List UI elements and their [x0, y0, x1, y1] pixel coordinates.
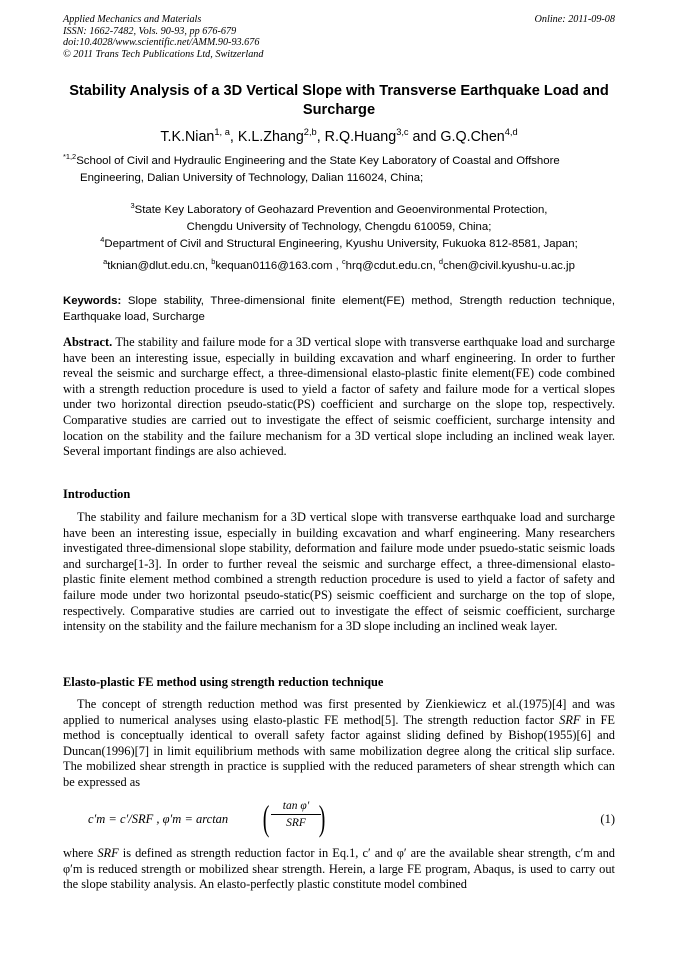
- keywords: [63, 293, 615, 325]
- author-sup: 1, a: [214, 127, 230, 138]
- author-name: G.Q.Chen: [440, 129, 505, 145]
- fraction-numerator: tan φ′: [271, 800, 321, 815]
- affiliation-2: [63, 202, 615, 235]
- online-date: Online: 2011-09-08: [534, 14, 615, 25]
- paragraph-text: The concept of strength reduction method was first presented by Zienkiewicz et al.(1975)[4] and was applied to numerical analyses using elasto-plastic FE method[5]. The strength reduction factor: [63, 697, 615, 727]
- equation-1: [88, 800, 615, 844]
- affiliation-1: [63, 153, 615, 186]
- fraction-denominator: SRF: [286, 817, 306, 829]
- affiliation-sup: 4: [100, 235, 105, 245]
- affiliation-sup: 3: [130, 201, 135, 211]
- method-paragraph-2: [63, 846, 615, 893]
- author-name: T.K.Nian: [160, 129, 215, 145]
- email-link[interactable]: hrq@cdut.edu.cn,: [345, 260, 439, 272]
- author-list: [63, 128, 615, 146]
- equation-fraction: [271, 800, 321, 829]
- paragraph-text: is defined as strength reduction factor in Eq.1, c′ and φ′ are the available shear strength, c′m and φ′m is reduced strength or mobilized shear strength. Herein, a large FE program, Abaqus, is used to carry out the slope stability analysis. An elasto-perfectly plastic constitute model combined: [63, 846, 615, 892]
- email-link[interactable]: tknian@dlut.edu.cn,: [107, 260, 212, 272]
- right-paren: ): [318, 798, 326, 838]
- affiliation-text: Department of Civil and Structural Engineering, Kyushu University, Fukuoka 812-8581, Japan;: [104, 238, 578, 250]
- abstract-text: The stability and failure mode for a 3D vertical slope with transverse earthquake load and surcharge have been an interesting issue, especially in building excavation and wharf engineering. In order to further reveal the seismic and surcharge effect, a three-dimensional elasto-plastic finite element(FE) code combined with a strength reduction procedure is used to yield a factor of safety and failure mode for a vertical slopes under two horizontal direction pseudo-static(PS) coefficient and surcharge on the slope top, respectively. Comparative studies are carried out to investigate the effect of seismic coefficient, surcharge intensity and location on the stability and the failure mechanism for a 3D vertical slope including an inclined weak layer. Several important findings are also achieved.: [63, 335, 615, 459]
- email-sup: d: [438, 257, 444, 267]
- introduction-paragraph: The stability and failure mechanism for a 3D vertical slope with transverse earthquake load and surcharge have been an interesting issue, especially in building excavation and wharf engineering. Many researchers investigated three-dimensional slope stability, deformation and failure mode under psuedo-static seismic loads and surcharge[1-3]. In order to further reveal the seismic and surcharge effect, a three-dimensional elasto-plastic finite element method combined a strength reduction procedure is used to yield a factor of safety and failure mode under two horizontal pseudo-static(PS) seismic coefficient and surcharge on the top of slope, respectively. Comparative studies are carried out to investigate the effect of seismic coefficient, surcharge intensity on the stability and the failure mechanism for a 3D slope including an inclined weak layer.: [63, 510, 615, 634]
- section-heading-introduction: Introduction: [63, 487, 131, 501]
- author-separator: ,: [229, 129, 238, 145]
- affiliation-sup: *1,2: [63, 152, 77, 162]
- equation-number: (1): [600, 812, 615, 826]
- author-separator: and: [408, 129, 441, 145]
- paper-title: Stability Analysis of a 3D Vertical Slope with Transverse Earthquake Load and Surcharge: [69, 83, 609, 118]
- affiliation-text: State Key Laboratory of Geohazard Prevention and Geoenvironmental Protection,: [134, 204, 548, 216]
- section-heading-method: Elasto-plastic FE method using strength reduction technique: [63, 675, 384, 689]
- affiliation-text: Chengdu University of Technology, Chengdu 610059, China;: [186, 220, 492, 233]
- abstract: [63, 335, 615, 460]
- email-link[interactable]: kequan0116@163.com ,: [215, 260, 342, 272]
- paragraph-text: where: [63, 846, 98, 860]
- author-separator: ,: [316, 129, 325, 145]
- srf-symbol: SRF: [97, 846, 119, 860]
- email-sup: b: [211, 257, 216, 267]
- author-sup: 3,c: [396, 127, 409, 138]
- equation-lhs: c′m = c′/SRF , φ′m = arctan: [88, 812, 229, 826]
- left-paren: (: [262, 798, 270, 838]
- author-sup: 4,d: [504, 127, 518, 138]
- journal-name: Applied Mechanics and Materials: [63, 14, 202, 25]
- keywords-label: Keywords:: [63, 295, 122, 307]
- affiliation-text: Engineering, Dalian University of Technology, Dalian 116024, China;: [80, 171, 424, 184]
- email-sup: c: [341, 257, 346, 267]
- paragraph-text: in FE method is conceptually identical to overall safety factor against sliding defined by Bishop(1955)[6] and Duncan(1996)[7] in limit equilibrium methods with same mobilization degree along the critical slip surface. The mobilized shear strength in practice is supplied with the reduced parameters of shear strength which can be expressed as: [63, 712, 615, 789]
- email-sup: a: [103, 257, 108, 267]
- issn-line: ISSN: 1662-7482, Vols. 90-93, pp 676-679: [63, 25, 237, 37]
- affiliation-text: School of Civil and Hydraulic Engineering and the State Key Laboratory of Coastal and Offshore: [76, 155, 560, 167]
- method-paragraph-1: [63, 697, 615, 791]
- author-name: K.L.Zhang: [237, 129, 304, 145]
- copyright-line: © 2011 Trans Tech Publications Ltd, Switzerland: [63, 48, 264, 60]
- keywords-text: Slope stability, Three-dimensional finite element(FE) method, Strength reduction technique, Earthquake load, Surcharge: [63, 295, 615, 324]
- email-link[interactable]: chen@civil.kyushu-u.ac.jp: [443, 260, 575, 272]
- abstract-label: Abstract.: [63, 335, 113, 349]
- author-sup: 2,b: [303, 127, 317, 138]
- email-list: [63, 258, 615, 275]
- affiliation-3: [63, 236, 615, 253]
- doi-line[interactable]: doi:10.4028/www.scientific.net/AMM.90-93.676: [63, 37, 260, 48]
- journal-header: [63, 14, 615, 60]
- author-name: R.Q.Huang: [324, 129, 397, 145]
- srf-symbol: SRF: [559, 712, 581, 727]
